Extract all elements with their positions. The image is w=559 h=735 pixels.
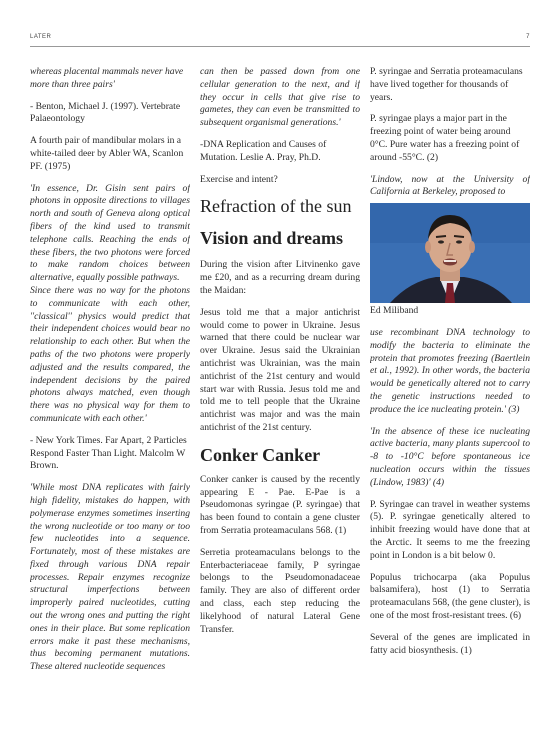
portrait-illustration bbox=[370, 203, 530, 303]
paragraph: Several of the genes are implicated in fatty acid biosynthesis. (1) bbox=[370, 631, 530, 656]
column-2 bbox=[200, 66, 360, 716]
paragraph: - New York Times. Far Apart, 2 Particles Respond Faster Than Light. Malcolm W Brown. bbox=[30, 434, 187, 472]
section-heading-refraction: Refraction of the sun bbox=[200, 196, 352, 217]
paragraph: Conker canker is caused by the recently appearing E - Pae. E-Pae is a Pseudomonas syringae (P. syringae) that has been found to contain a gene cluster from Serratia proteamaculans 568. (1) bbox=[200, 473, 360, 536]
paragraph: 'Lindow, now at the University of California at Berkeley, proposed to bbox=[370, 173, 530, 198]
paragraph: Serretia proteamaculans belongs to the Enterbacteriaceae family, P syringae belongs to the Pseudomonadaceae family. They are also of different order and class, each step reducing the likelyhood of natural Lateral Gene Transfer. bbox=[200, 546, 360, 635]
paragraph: During the vision after Litvinenko gave me £20, and as a recurring dream during the Maidan: bbox=[200, 259, 360, 296]
running-header bbox=[30, 34, 530, 46]
paragraph: - Benton, Michael J. (1997). Vertebrate Palaeontology bbox=[30, 100, 181, 125]
paragraph: P. syringae and Serratia proteamaculans have lived together for thousands of years. bbox=[370, 66, 523, 103]
question-line: Exercise and intent? bbox=[200, 173, 278, 185]
paragraph: whereas placental mammals never have more than three pairs' bbox=[30, 66, 184, 90]
paragraph: Since there was no way for the photons to communicate with each other, ''classical'' physics would predict that their independent choices would bear no relationship to each other. But when the paths of the two photons were properly adjusted and the results compared, the independent decisions by the paired photons always matched, even though there was no physical way for them to communicate with each other.' bbox=[30, 284, 190, 424]
paragraph: 'In essence, Dr. Gisin sent pairs of photons in opposite directions to villages north and south of Geneva along optical fibers of the kind used to transmit telephone calls. Reaching the ends of these fibers, the two photons were forced to make random choices between alternative, equally possible pathways. bbox=[30, 182, 190, 284]
paragraph: 'While most DNA replicates with fairly high fidelity, mistakes do happen, with polymerase enzymes sometimes inserting the wrong nucleotide or too many or too few nucleotides into a sequence. Fortunately, most of these mistakes are fixed through various DNA repair processes. Repair enzymes recognize structural imperfections between improperly paired nucleotides, cutting out the wrong ones and putting the right ones in their place. But some replication errors make it past these mechanisms, thus becoming permanent mutations. These altered nucleotide sequences bbox=[30, 482, 190, 673]
paragraph: A fourth pair of mandibular molars in a white-tailed deer by Abler WA, Scanlon PF. (1975) bbox=[30, 135, 184, 172]
column-3 bbox=[370, 66, 530, 716]
running-title: LATER bbox=[30, 34, 52, 40]
page-number: 7 bbox=[526, 34, 530, 40]
paragraph: Populus trichocarpa (aka Populus balsamifera), host (1) to Serratia proteamaculans 568, (the gene cluster), is one of the most frost-resistant trees. (6) bbox=[370, 571, 530, 621]
paragraph: 'In the absence of these ice nucleating active bacteria, many plants supercool to -8 to -10°C before spontaneous ice nucleation occurs within the tissues (Lindow, 1983)' (4) bbox=[370, 425, 530, 488]
citation: -DNA Replication and Causes of Mutation. Leslie A. Pray, Ph.D. bbox=[200, 138, 327, 163]
paragraph: Jesus told me that a major antichrist would come to power in Ukraine. Jesus warned that there could be nuclear war over Ukraine. Jesus said the Ukrainian antichrist was Ukrainian, was the main antichrist of the 21st century and would start war with Russia. Jesus told me and told me to tell people that the Ukraine antichrist was major and was the main antichrist of the 21st century. bbox=[200, 306, 360, 433]
column-1 bbox=[30, 66, 190, 716]
paragraph: P. Syringae can travel in weather systems (5). P. syringae genetically altered to inhibit freezing would have done that at the Arctic. It seems to me the freezing point in London is a bit below 0. bbox=[370, 498, 530, 561]
header-rule bbox=[30, 46, 530, 47]
portrait-photo bbox=[370, 203, 530, 303]
paragraph: use recombinant DNA technology to modify the bacteria to eliminate the protein that promotes freezing (Baertlein et al., 1992). In other words, the bacteria would be genetically altered not to carry the genetic instructions needed to produce the ice nucleating protein.' (3) bbox=[370, 326, 530, 415]
dna-quote-continued: can then be passed down from one cellular generation to the next, and if they occur in cells that give rise to gametes, they can even be transmitted to subsequent organismal generations.' bbox=[200, 66, 360, 129]
section-heading-vision: Vision and dreams bbox=[200, 228, 344, 249]
section-heading-conker-canker: Conker Canker bbox=[200, 444, 321, 465]
photo-caption: Ed Miliband bbox=[370, 305, 419, 317]
paragraph: P. syringae plays a major part in the freezing point of water being around 0°C. Pure water has a freezing point of around -55°C. (2) bbox=[370, 113, 520, 163]
